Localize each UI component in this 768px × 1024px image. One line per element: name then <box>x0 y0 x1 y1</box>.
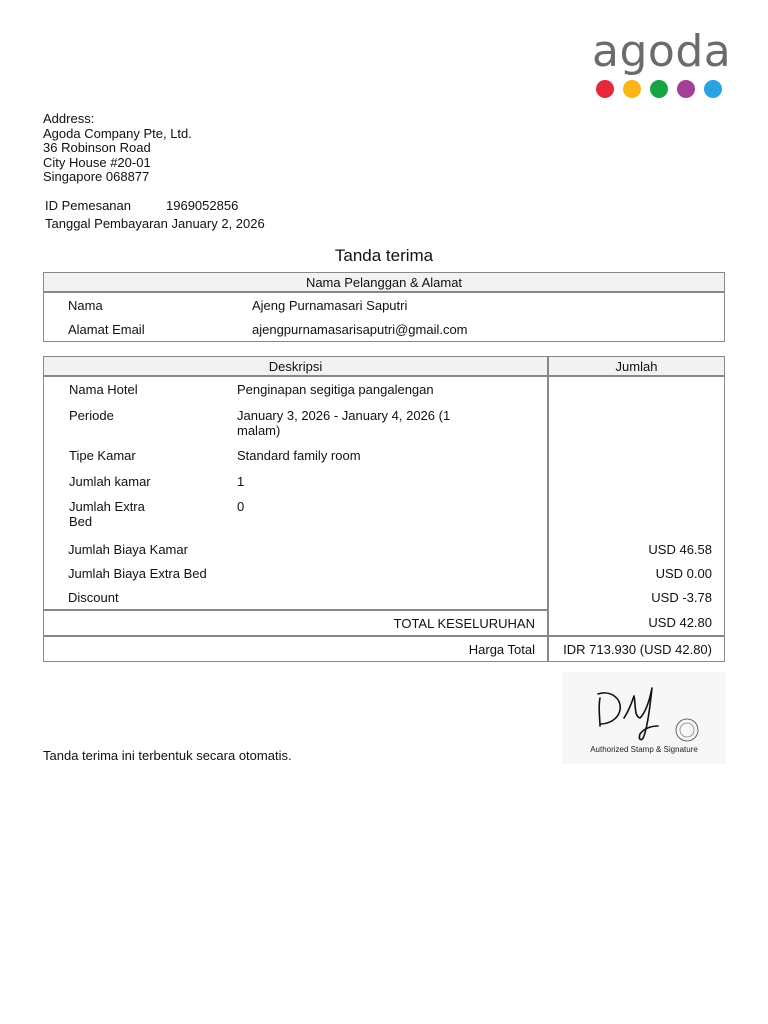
payment-date-label: Tanggal Pembayaran <box>45 216 168 231</box>
auto-generated-note: Tanda terima ini terbentuk secara otomatis. <box>43 748 292 763</box>
hotel-name-label: Nama Hotel <box>69 382 138 397</box>
discount-value: USD -3.78 <box>651 590 712 605</box>
extra-bed-label <box>69 499 145 529</box>
grand-total-label: Harga Total <box>44 636 549 662</box>
logo-dot-green <box>650 80 668 98</box>
address-line: Singapore 068877 <box>43 169 150 184</box>
total-label: TOTAL KESELURUHAN <box>44 610 549 636</box>
logo-dots <box>596 80 722 98</box>
logo-dot-yellow <box>623 80 641 98</box>
extra-bed-cost-label: Jumlah Biaya Extra Bed <box>44 561 549 585</box>
desc-column-header: Deskripsi <box>44 357 549 377</box>
discount-label: Discount <box>44 585 549 610</box>
customer-name-label: Nama <box>68 297 103 313</box>
customer-email-value: ajengpurnamasarisaputri@gmail.com <box>252 321 468 337</box>
address-label: Address: <box>43 111 95 126</box>
grand-total-value: IDR 713.930 (USD 42.80) <box>548 636 725 662</box>
booking-id-value: 1969052856 <box>166 198 239 213</box>
booking-info <box>45 197 265 233</box>
extra-bed-value: 0 <box>237 499 245 514</box>
extra-bed-label-line: Jumlah Extra <box>69 499 145 514</box>
room-type-label: Tipe Kamar <box>69 448 136 463</box>
booking-id-label: ID Pemesanan <box>45 198 131 213</box>
customer-table <box>43 272 725 342</box>
room-details-amount-cell <box>548 376 725 537</box>
logo-dot-red <box>596 80 614 98</box>
room-details-cell <box>44 376 549 537</box>
rooms-count-value: 1 <box>237 474 245 489</box>
hotel-name-value: Penginapan segitiga pangalengan <box>237 382 434 397</box>
rooms-count-label: Jumlah kamar <box>69 474 151 489</box>
address-line: City House #20-01 <box>43 154 151 170</box>
extra-bed-label-line: Bed <box>69 514 93 529</box>
details-table <box>43 356 725 662</box>
signature-stamp <box>562 672 726 764</box>
address-line: Agoda Company Pte, Ltd. <box>43 125 192 141</box>
room-cost-label: Jumlah Biaya Kamar <box>44 537 549 561</box>
customer-table-header: Nama Pelanggan & Alamat <box>44 273 725 293</box>
period-line: January 3, 2026 - January 4, 2026 (1 <box>237 408 451 423</box>
extra-bed-cost-value: USD 0.00 <box>655 565 712 581</box>
room-type-value: Standard family room <box>237 448 361 463</box>
payment-date-value: January 2, 2026 <box>171 216 265 231</box>
agoda-logo: agoda <box>592 26 732 77</box>
page-title: Tanda terima <box>334 246 434 265</box>
period-value <box>237 408 450 438</box>
company-address <box>43 112 192 185</box>
customer-name-value: Ajeng Purnamasari Saputri <box>252 297 408 313</box>
signature-icon <box>562 672 726 742</box>
period-label: Periode <box>69 408 114 423</box>
period-line: malam) <box>237 423 281 438</box>
amount-column-header: Jumlah <box>548 357 725 377</box>
total-value: USD 42.80 <box>648 615 712 630</box>
room-cost-value: USD 46.58 <box>648 541 712 557</box>
address-line: 36 Robinson Road <box>43 140 151 155</box>
logo-dot-purple <box>677 80 695 98</box>
signature-label: Authorized Stamp & Signature <box>590 745 698 754</box>
customer-email-label: Alamat Email <box>68 321 145 337</box>
logo-dot-blue <box>704 80 722 98</box>
